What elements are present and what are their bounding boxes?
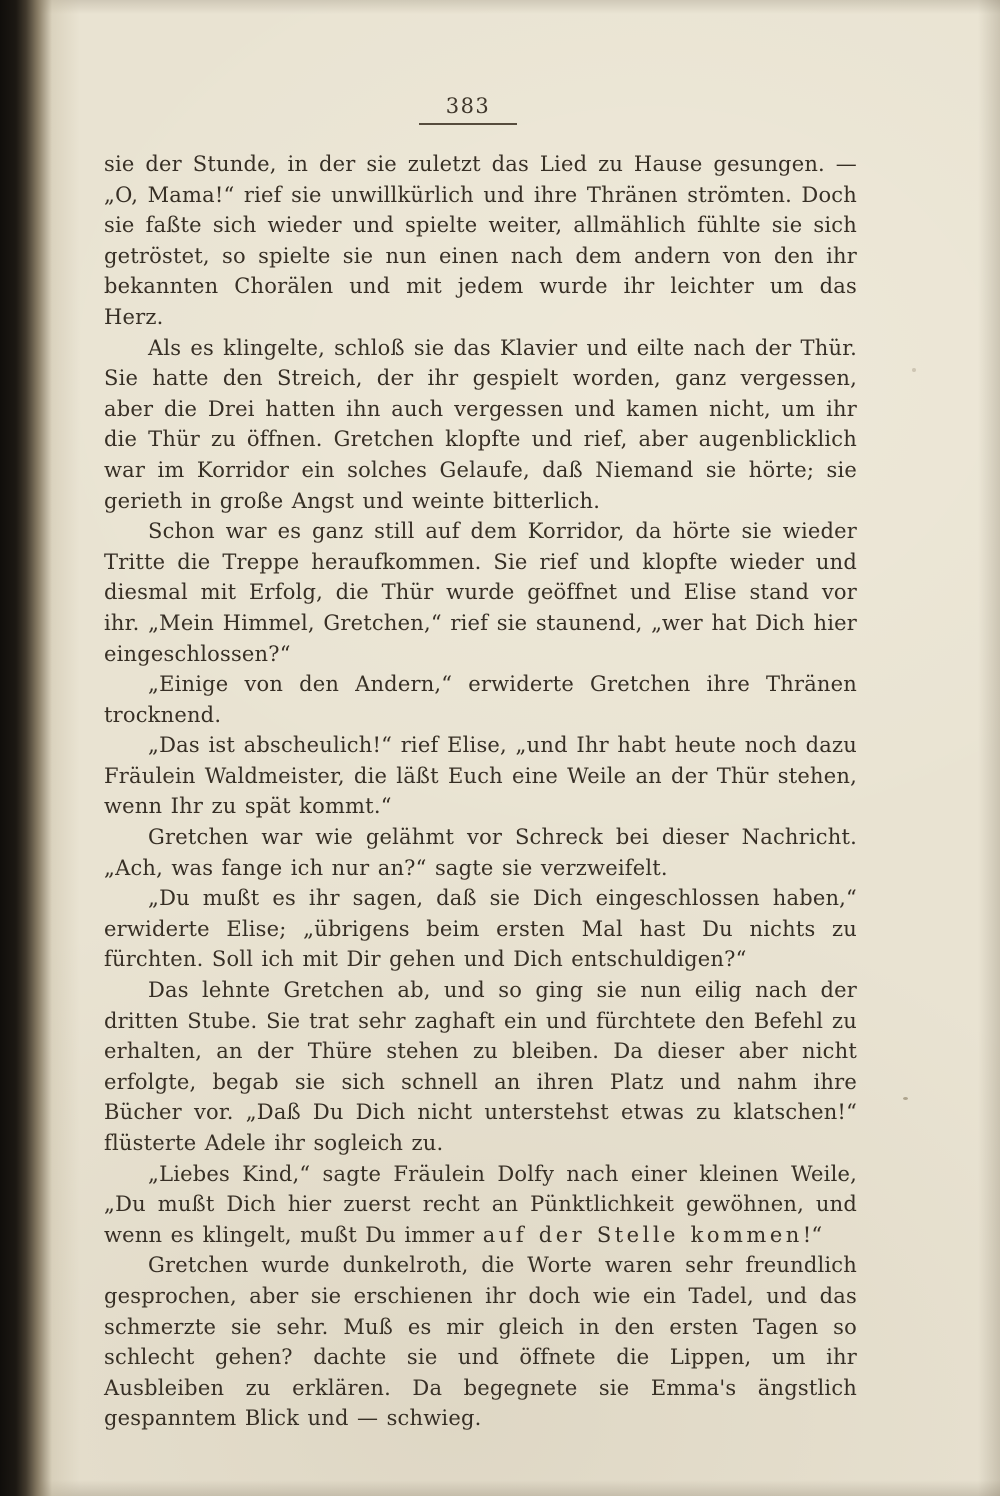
paragraph: Das lehnte Gretchen ab, und so ging sie nun eilig nach der dritten Stube. Sie trat sehr zaghaft ein und fürchtete den Befehl zu erhalten, an der Thüre stehen zu bleiben. Da dieser aber nicht erfolgte, begab sie sich schnell an ihren Platz und nahm ihre Bücher vor. „Daß Du Dich nicht unterstehst etwas zu klatschen!“ flüsterte Adele ihr sogleich zu. (104, 978, 857, 1155)
paragraph-text: „Liebes Kind,“ sagte Fräulein Dolfy nach einer kleinen Weile, „Du mußt Dich hier zuerst recht an Pünktlichkeit gewöhnen, und wenn es klingelt, mußt Du immer (104, 1161, 857, 1247)
binding-shadow (0, 0, 80, 1496)
paragraph: Schon war es ganz still auf dem Korridor, da hörte sie wieder Tritte die Treppe heraufkommen. Sie rief und klopfte wieder und diesmal mit Erfolg, die Thür wurde geöffnet und Elise stand vor ihr. „Mein Himmel, Gretchen,“ rief sie staunend, „wer hat Dich hier eingeschlossen?“ (104, 519, 857, 666)
page-number: 383 (419, 94, 518, 125)
page-header (0, 94, 936, 125)
paragraph: Gretchen war wie gelähmt vor Schreck bei dieser Nachricht. „Ach, was fange ich nur an?“ sagte sie verzweifelt. (104, 825, 857, 880)
paragraph: Gretchen wurde dunkelroth, die Worte waren sehr freundlich gesprochen, aber sie erschienen ihr doch wie ein Tadel, und das schmerzte sie sehr. Muß es mir gleich in den ersten Tagen so schlecht gehen? dachte sie und öffnete die Lippen, um ihr Ausbleiben zu erklären. Da begegnete sie Emma's ängstlich gespanntem Blick und — schwieg. (104, 1253, 857, 1431)
emphasized-text: auf der Stelle kommen (482, 1222, 803, 1247)
paragraph: sie der Stunde, in der sie zuletzt das Lied zu Hause gesungen. — „O, Mama!“ rief sie unwillkürlich und ihre Thränen strömten. Doch sie faßte sich wieder und spielte weiter, allmählich fühlte sie sich getröstet, so spielte sie nun einen nach dem andern von den ihr bekannten Chorälen und mit jedem wurde ihr leichter um das Herz. (104, 152, 857, 329)
paper-speck (903, 1097, 908, 1100)
paragraph (104, 1159, 857, 1251)
paper-speck (912, 368, 916, 372)
paragraph: „Du mußt es ihr sagen, daß sie Dich eingeschlossen haben,“ erwiderte Elise; „übrigens beim ersten Mal hast Du nichts zu fürchten. Soll ich mit Dir gehen und Dich entschuldigen?“ (104, 886, 857, 972)
paragraph: „Das ist abscheulich!“ rief Elise, „und Ihr habt heute noch dazu Fräulein Waldmeister, die läßt Euch eine Weile an der Thür stehen, wenn Ihr zu spät kommt.“ (104, 733, 857, 819)
page-text (104, 149, 857, 1434)
paragraph: Als es klingelte, schloß sie das Klavier und eilte nach der Thür. Sie hatte den Streich, der ihr gespielt worden, ganz vergessen, aber die Drei hatten ihn auch vergessen und kamen nicht, um ihr die Thür zu öffnen. Gretchen klopfte und rief, aber augenblicklich war im Korridor ein solches Gelaufe, daß Niemand sie hörte; sie gerieth in große Angst und weinte bitterlich. (104, 335, 857, 513)
paragraph: „Einige von den Andern,“ erwiderte Gretchen ihre Thränen trocknend. (104, 672, 857, 727)
paragraph-text: !“ (802, 1222, 823, 1247)
